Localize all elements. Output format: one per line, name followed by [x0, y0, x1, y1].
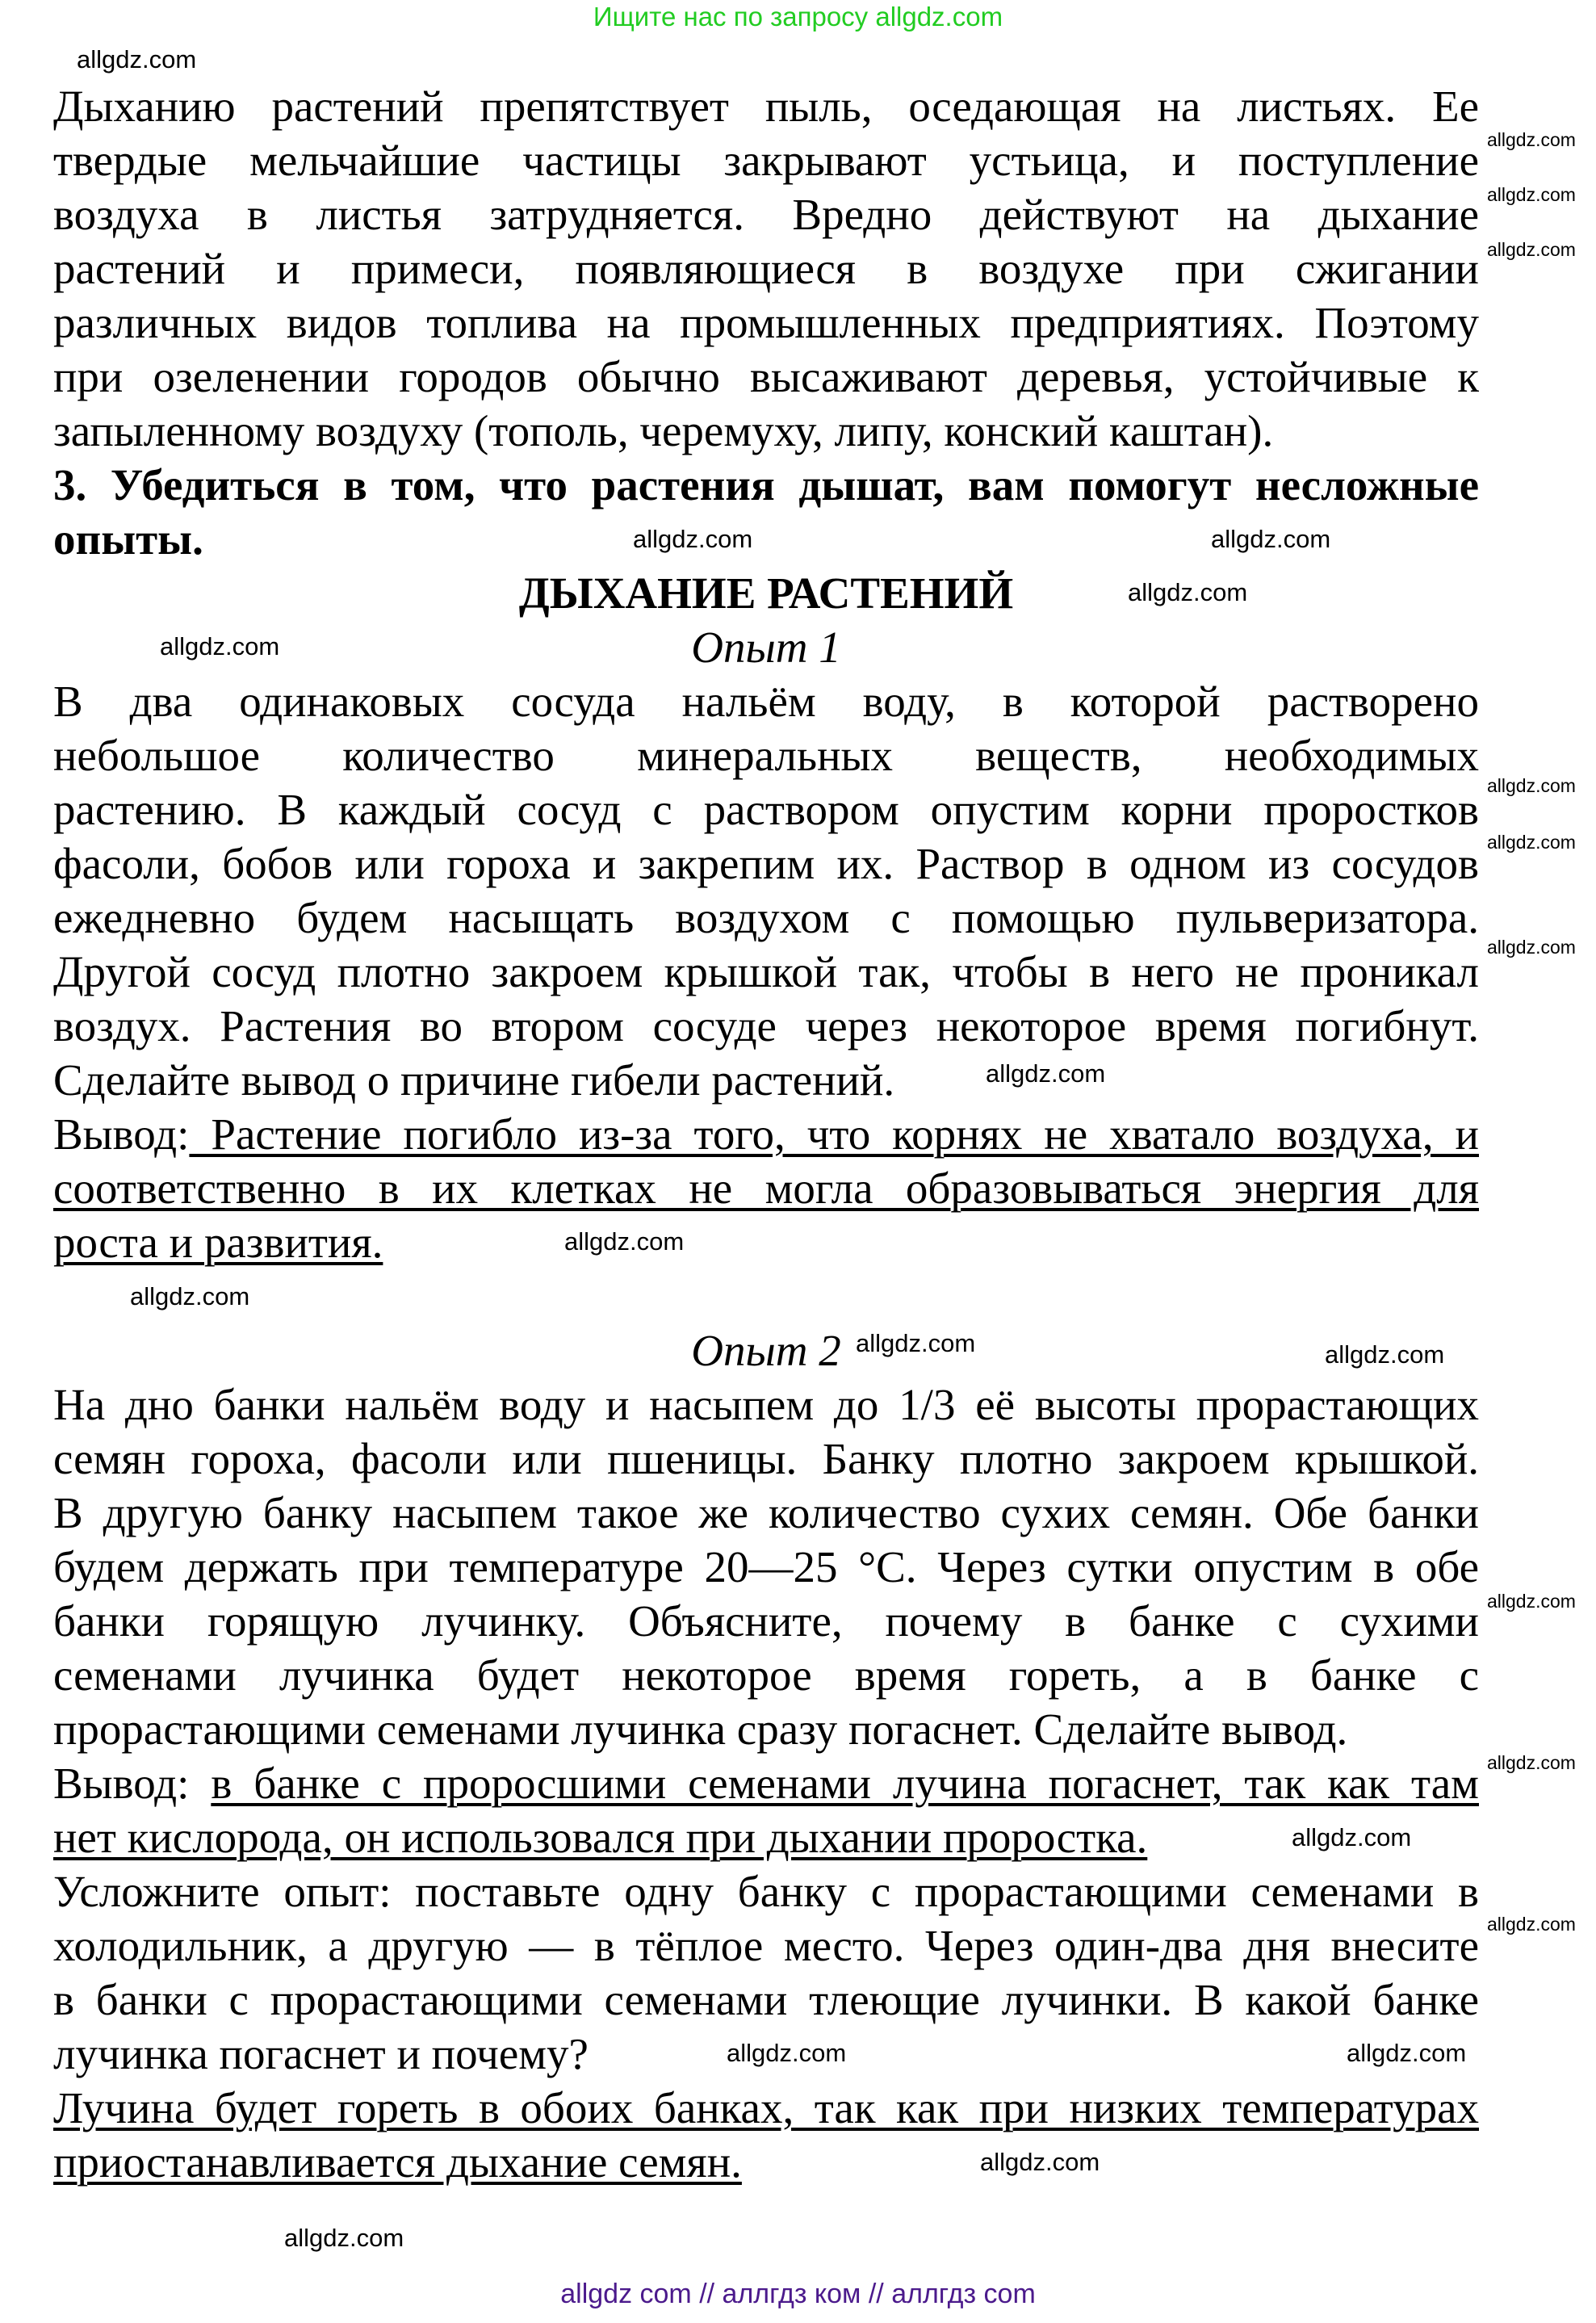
watermark: allgdz.com [1487, 184, 1576, 205]
watermark: allgdz.com [1128, 578, 1248, 606]
conclusion-label: Вывод: [53, 1109, 190, 1159]
text-line: воздух. Растения во втором сосуде через некоторое время погибнут. [53, 1001, 1479, 1050]
watermark: allgdz.com [1211, 525, 1331, 553]
watermark: allgdz.com [1347, 2039, 1467, 2067]
text-line: банки горящую лучинку. Объясните, почему в банке с сухими [53, 1596, 1479, 1646]
search-banner[interactable]: Ищите нас по запросу allgdz.com [593, 2, 1003, 31]
watermark: allgdz.com [1487, 1752, 1576, 1773]
text-line: растений и примеси, появляющиеся в воздухе при сжигании [53, 244, 1479, 293]
watermark: allgdz.com [1487, 239, 1576, 260]
watermark: allgdz.com [856, 1329, 976, 1357]
watermark: allgdz.com [77, 45, 197, 73]
answer-line [53, 1107, 1479, 1161]
watermark: allgdz.com [1487, 937, 1576, 958]
watermark: allgdz.com [1487, 1591, 1576, 1612]
text-line: Другой сосуд плотно закроем крышкой так, чтобы в него не проникал [53, 947, 1479, 996]
text-line: семян гороха, фасоли или пшеницы. Банку плотно закроем крышкой. [53, 1434, 1479, 1483]
watermark: allgdz.com [1487, 1914, 1576, 1935]
answer-line [53, 1756, 1479, 1810]
text-line: небольшое количество минеральных веществ, необходимых [53, 731, 1479, 780]
answer-text: Лучина будет гореть в обоих банках, так как при низких температурах [53, 2083, 1479, 2132]
section-heading: ДЫХАНИЕ РАСТЕНИЙ [518, 568, 1014, 618]
text-line: при озеленении городов обычно высаживают деревья, устойчивые к [53, 352, 1479, 401]
watermark: allgdz.com [284, 2224, 404, 2252]
watermark: allgdz.com [130, 1282, 250, 1310]
text-line: семенами лучинка будет некоторое время гореть, а в банке с [53, 1650, 1479, 1700]
text-line: растению. В каждый сосуд с раствором опустим корни проростков [53, 785, 1479, 834]
answer-line [53, 2135, 1479, 2189]
text-line: ежедневно будем насыщать воздухом с помощью пульверизатора. [53, 893, 1479, 942]
task-line: 3. Убедиться в том, что растения дышат, вам помогут несложные [53, 460, 1479, 509]
answer-text: Растение погибло из-за того, что корнях не хватало воздуха, и [189, 1109, 1479, 1159]
text-line: На дно банки нальём воду и насыпем до 1/3 её высоты прорастающих [53, 1380, 1479, 1429]
watermark: allgdz.com [1487, 129, 1576, 150]
text-line: прорастающими семенами лучинка сразу погаснет. Сделайте вывод. [53, 1705, 1348, 1754]
watermark: allgdz.com [727, 2039, 847, 2067]
watermark: allgdz.com [160, 632, 280, 660]
conclusion-label: Вывод: [53, 1759, 212, 1808]
document-body [53, 79, 1479, 2189]
text-line: лучинка погаснет и почему? [53, 2029, 589, 2078]
text-line: воздуха в листья затрудняется. Вредно действуют на дыхание [53, 190, 1479, 239]
answer-line [53, 1215, 1479, 1269]
answer-text: в банке с проросшими семенами лучина погаснет, так как там [211, 1759, 1479, 1808]
text-line: Дыханию растений препятствует пыль, оседающая на листьях. Ее [53, 82, 1479, 131]
text-line: В два одинаковых сосуда нальём воду, в которой растворено [53, 677, 1479, 726]
answer-text: нет кислорода, он использовался при дыхании проростка. [53, 1813, 1148, 1862]
watermark: allgdz.com [1487, 775, 1576, 796]
text-line: Усложните опыт: поставьте одну банку с прорастающими семенами в [53, 1867, 1479, 1916]
task-line: опыты. [53, 514, 203, 564]
watermark: allgdz.com [1325, 1340, 1445, 1369]
text-line: В другую банку насыпем такое же количество сухих семян. Обе банки [53, 1488, 1479, 1537]
watermark: allgdz.com [1292, 1823, 1412, 1851]
text-line: в банки с прорастающими семенами тлеющие лучинки. В какой банке [53, 1975, 1479, 2024]
text-line: Сделайте вывод о причине гибели растений. [53, 1055, 895, 1105]
watermark: allgdz.com [980, 2148, 1100, 2176]
answer-line [53, 1161, 1479, 1215]
text-line: холодильник, а другую — в тёплое место. Через один-два дня внесите [53, 1921, 1479, 1970]
watermark: allgdz.com [1487, 832, 1576, 853]
text-line: различных видов топлива на промышленных предприятиях. Поэтому [53, 298, 1479, 347]
experiment-title: Опыт 1 [691, 623, 841, 672]
answer-text: приостанавливается дыхание семян. [53, 2137, 742, 2187]
answer-text: соответственно в их клетках не могла образовываться энергия для [53, 1164, 1479, 1213]
footer-banner[interactable]: allgdz com // аллгдз ком // аллгдз com [560, 2279, 1036, 2309]
text-line: запыленному воздуху (тополь, черемуху, липу, конский каштан). [53, 406, 1274, 455]
watermark: allgdz.com [564, 1227, 685, 1256]
answer-line [53, 1810, 1479, 1864]
text-line: будем держать при температуре 20—25 °С. Через сутки опустим в обе [53, 1542, 1479, 1591]
text-line: фасоли, бобов или гороха и закрепим их. Раствор в одном из сосудов [53, 839, 1479, 888]
spacer [53, 1269, 1479, 1323]
answer-line [53, 2081, 1479, 2135]
text-line: твердые мельчайшие частицы закрывают устьица, и поступление [53, 136, 1479, 185]
answer-text: роста и развития. [53, 1218, 383, 1267]
experiment-title: Опыт 2 [691, 1326, 841, 1375]
watermark: allgdz.com [633, 525, 753, 553]
watermark: allgdz.com [986, 1059, 1106, 1088]
